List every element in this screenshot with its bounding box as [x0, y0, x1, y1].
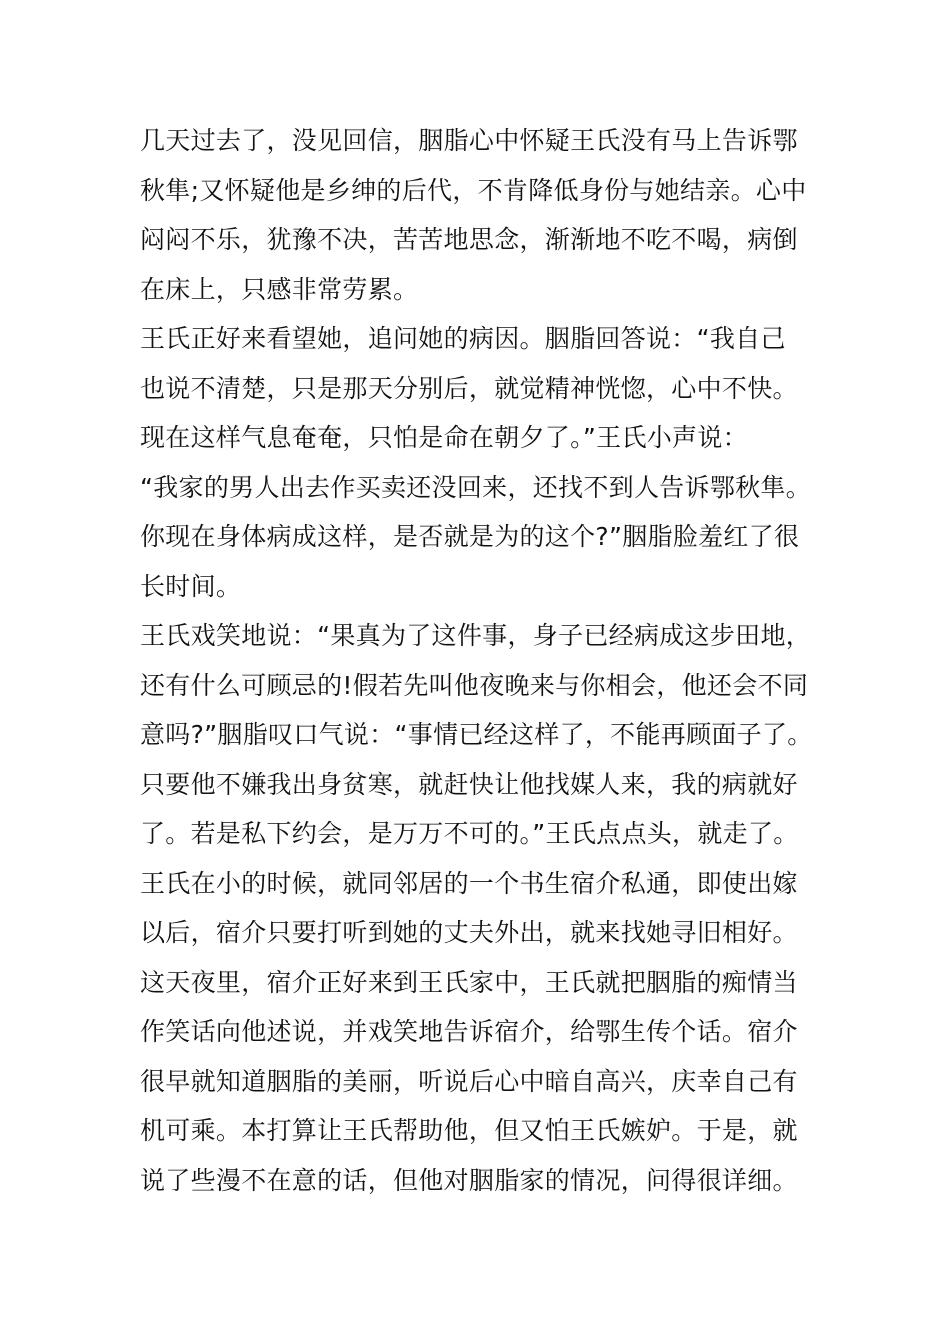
text-line: 了。若是私下约会，是万万不可的。”王氏点点头，就走了。: [140, 819, 799, 848]
text-line: 你现在身体病成这样，是否就是为的这个?”胭脂脸羞红了很: [140, 522, 800, 551]
text-line: 作笑话向他述说，并戏笑地告诉宿介，给鄂生传个话。宿介: [140, 1017, 798, 1046]
text-line: 几天过去了，没见回信，胭脂心中怀疑王氏没有马上告诉鄂: [140, 126, 798, 155]
text-line: 长时间。: [140, 571, 242, 601]
text-line: 很早就知道胭脂的美丽，听说后心中暗自高兴，庆幸自己有: [140, 1066, 798, 1096]
text-line: “我家的男人出去作买卖还没回来，还找不到人告诉鄂秋隼。: [140, 472, 812, 502]
text-line: 王氏戏笑地说：“果真为了这件事，身子已经病成这步田地，: [140, 621, 812, 650]
text-line: 在床上，只感非常劳累。: [140, 274, 419, 304]
text-line: 秋隼;又怀疑他是乡绅的后代，不肯降低身份与她结亲。心中: [140, 175, 807, 205]
text-line: 以后，宿介只要打听到她的丈夫外出，就来找她寻旧相好。: [140, 918, 798, 947]
text-line: 王氏正好来看望她，追问她的病因。胭脂回答说：“我自己: [140, 324, 786, 353]
text-line: 意吗?”胭脂叹口气说：“事情已经这样了，不能再顾面子了。: [140, 720, 813, 749]
text-line: 这天夜里，宿介正好来到王氏家中，王氏就把胭脂的痴情当: [140, 967, 798, 997]
text-line: 机可乘。本打算让王氏帮助他，但又怕王氏嫉妒。于是，就: [140, 1116, 798, 1145]
text-line: 王氏在小的时候，就同邻居的一个书生宿介私通，即使出嫁: [140, 868, 798, 898]
text-line: 还有什么可顾忌的!假若先叫他夜晚来与你相会，他还会不同: [140, 670, 809, 700]
text-line: 只要他不嫌我出身贫寒，就赶快让他找媒人来，我的病就好: [140, 769, 798, 799]
body-text: [140, 116, 940, 1205]
text-line: 也说不清楚，只是那天分别后，就觉精神恍惚，心中不快。: [140, 373, 798, 403]
text-line: 说了些漫不在意的话，但他对胭脂家的情况，问得很详细。: [140, 1165, 798, 1195]
text-line: 现在这样气息奄奄，只怕是命在朝夕了。”王氏小声说：: [140, 423, 748, 452]
text-line: 闷闷不乐，犹豫不决，苦苦地思念，渐渐地不吃不喝，病倒: [140, 225, 798, 254]
